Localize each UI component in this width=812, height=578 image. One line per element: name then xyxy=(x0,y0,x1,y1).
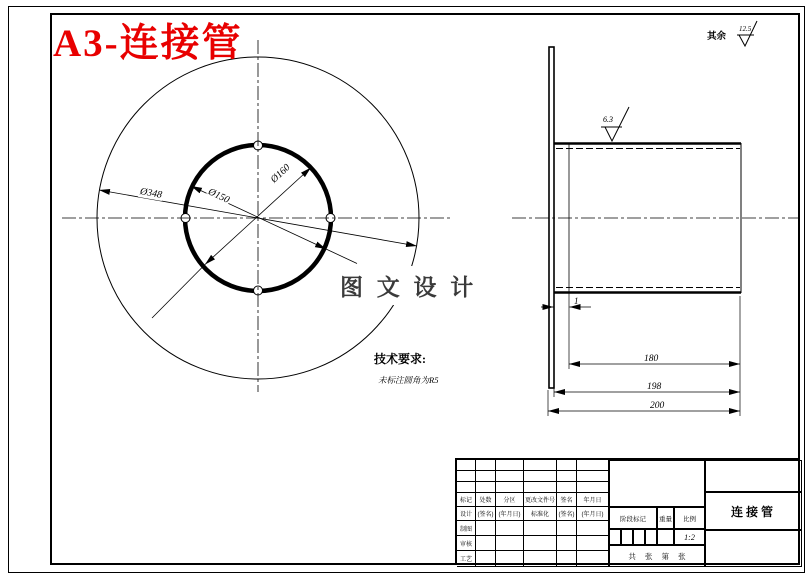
tb-company-cell xyxy=(705,460,802,492)
tb-weight-value-cell xyxy=(657,529,674,545)
tb-code-cell xyxy=(609,460,705,507)
tb-label-check: 审核 xyxy=(457,536,476,551)
dim-line-dia-mid-ext xyxy=(152,265,205,319)
tb-label-sign: (签名) xyxy=(476,507,496,521)
dim-label-thickness: 1 xyxy=(574,296,579,306)
tb-label-sign-date2: (年月日) xyxy=(577,507,609,521)
tb-label-count: 处数 xyxy=(476,493,496,507)
tb-label-process: 工艺 xyxy=(457,551,476,567)
tb-label-standardization: 标准化 xyxy=(524,507,557,521)
dim-line-dia-inner-ext xyxy=(326,249,357,264)
front-view xyxy=(62,40,452,392)
dim-label-dia-mid: Ø160 xyxy=(268,162,293,186)
drawing-title: A3-连接管 xyxy=(53,22,243,65)
watermark-text: 图 文 设 计 xyxy=(332,266,485,305)
tb-scale-value: 1:2 xyxy=(674,529,705,545)
tb-weight-label: 重量 xyxy=(657,507,674,529)
flange-plate xyxy=(549,47,554,388)
dim-label-dia-inner: Ø150 xyxy=(206,186,232,206)
tb-label-draft: 制图 xyxy=(457,521,476,536)
dim-label-198: 198 xyxy=(647,382,662,392)
roughness-value-label: 6.3 xyxy=(603,115,613,124)
tb-label-mark: 标记 xyxy=(457,493,476,507)
dim-label-180: 180 xyxy=(644,354,659,364)
tb-label-zone: 分区 xyxy=(496,493,524,507)
tb-stage-cell-4 xyxy=(645,529,657,545)
dim-label-200: 200 xyxy=(650,401,665,411)
tb-stage-cell-1 xyxy=(609,529,621,545)
tb-part-name: 连接管 xyxy=(705,492,802,530)
tb-label-sign2: (签名) xyxy=(557,507,577,521)
tb-stage-cell-2 xyxy=(621,529,633,545)
tech-requirements-note: 未标注圆角为R5 xyxy=(378,375,439,385)
surface-default-label: 其余 xyxy=(707,32,727,42)
tb-label-sign-date: (年月日) xyxy=(496,507,524,521)
tb-sheet-count-note: 共 张 第 张 xyxy=(609,545,705,567)
tb-label-date: 年月日 xyxy=(577,493,609,507)
tech-requirements-heading: 技术要求: xyxy=(374,352,426,366)
dim-label-dia-outer: Ø348 xyxy=(139,186,163,201)
surface-default-value: 12.5 xyxy=(739,25,752,33)
roughness-symbol-check xyxy=(605,107,629,141)
tb-label-signature: 签名 xyxy=(557,493,577,507)
tb-label-change-doc: 更改文件号 xyxy=(524,493,557,507)
tb-stage-cell-3 xyxy=(633,529,645,545)
tb-scale-label: 比例 xyxy=(674,507,705,529)
title-block xyxy=(455,458,800,565)
tb-stage-mark-label: 阶段标记 xyxy=(609,507,657,529)
tb-drawing-number-cell xyxy=(705,530,802,567)
tb-label-design: 设计 xyxy=(457,507,476,521)
